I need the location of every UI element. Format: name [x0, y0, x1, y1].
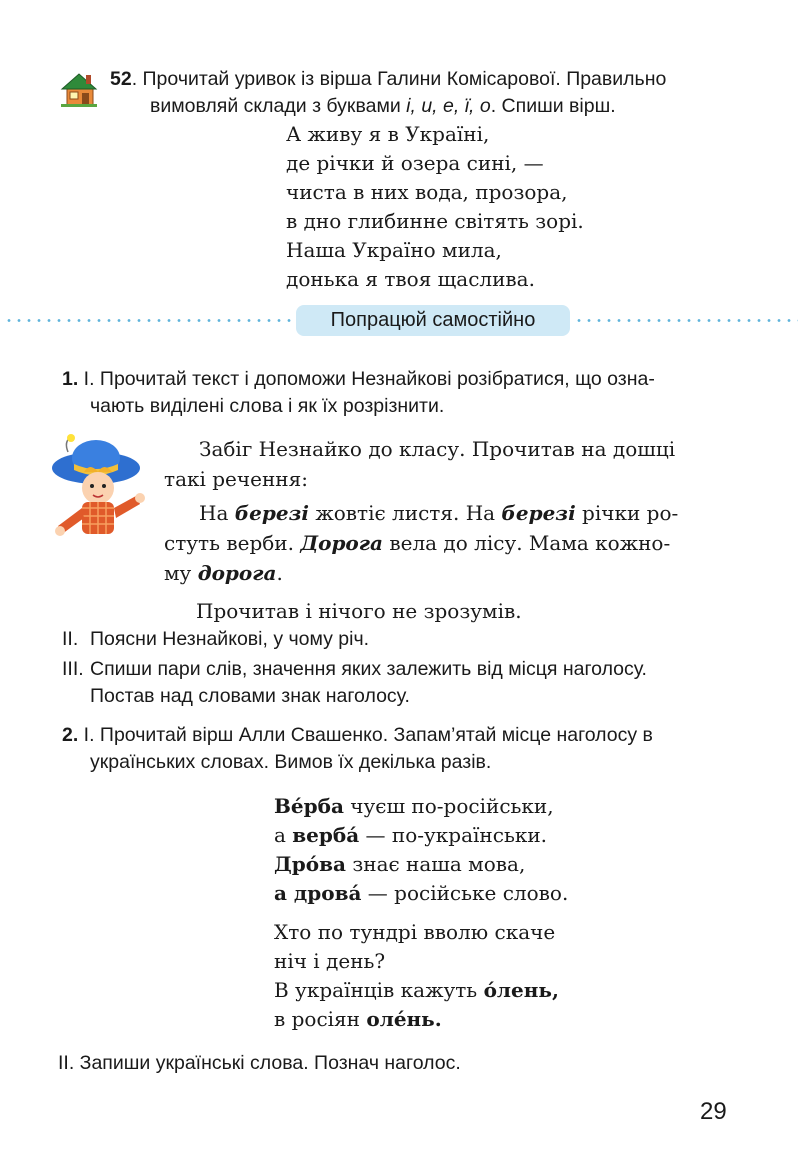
poem-line: А живу я в Україні, [286, 122, 490, 146]
poem-line: чиста в них вода, прозора, [286, 180, 568, 204]
neznaiko-illustration [44, 434, 152, 538]
house-icon [58, 66, 100, 108]
section-title: Попрацюй самостійно [296, 305, 570, 336]
poem-line: де річки й озера сині, — [286, 151, 544, 175]
highlighted-word: березі [234, 501, 309, 525]
story-text: Забіг Незнайко до класу. Прочитав на дошці такі речення: На березі жовтіє листя. На березі річки ро- стуть верби. Дорога вела до лісу. Мама кожно- му дорога. Прочитав і нічого не зрозумів. [164, 437, 679, 623]
stressed-word: о́лень, [483, 978, 559, 1002]
highlighted-word: дорога [197, 561, 277, 585]
stressed-word: Ве́рба [274, 794, 344, 818]
dotted-divider-right [574, 319, 798, 322]
stressed-word: а дрова́ [274, 881, 362, 905]
highlighted-word: Дорога [300, 531, 383, 555]
exercise-1-instructions: 1. І. Прочитай текст і допоможи Незнайкові розібратися, що озна- чають виділені слова і як їх розрізнити. [62, 368, 655, 417]
task-3: ІІІ. Спиши пари слів, значення яких залежить від місця наголосу. Постав над словами знак наголосу. [62, 658, 647, 707]
poem-ukraine [286, 120, 584, 294]
page-number: 29 [700, 1098, 727, 1125]
task-2: ІІ. Поясни Незнайкові, у чому річ. [62, 628, 370, 650]
poem-line: в дно глибинне світять зорі. [286, 209, 584, 233]
exercise-2-instructions: 2. І. Прочитай вірш Алли Свашенко. Запам’ятай місце наголосу в українських словах. Вимов їх декілька разів. [62, 724, 653, 773]
exercise-52-instructions: 52. Прочитай уривок із вірша Галини Комісарової. Правильно вимовляй склади з буквами і, и, е, ї, о. Спиши вірш. [110, 68, 667, 117]
highlighted-word: березі [501, 501, 576, 525]
stressed-word: верба́ [292, 823, 360, 847]
vowel-letters: і, и, е, ї, о [406, 95, 491, 117]
final-task: ІІ. Запиши українські слова. Познач наголос. [58, 1052, 461, 1074]
poem-line: Наша Україно мила, [286, 238, 502, 262]
poem-stress: Ве́рба чуєш по-російськи, а верба́ — по-українськи. Дро́ва знає наша мова, а дрова́ — російське слово. Хто по тундрі вволю скаче ніч і день? В українців кажуть о́лень, в росіян оле́нь. [274, 794, 569, 1031]
exercise-number: 52 [110, 68, 132, 90]
stressed-word: оле́нь. [366, 1007, 442, 1031]
dotted-divider-left [4, 319, 292, 322]
poem-line: донька я твоя щаслива. [286, 267, 535, 291]
stressed-word: Дро́ва [274, 852, 346, 876]
exercise-number: 2. [62, 724, 79, 746]
exercise-number: 1. [62, 368, 79, 390]
